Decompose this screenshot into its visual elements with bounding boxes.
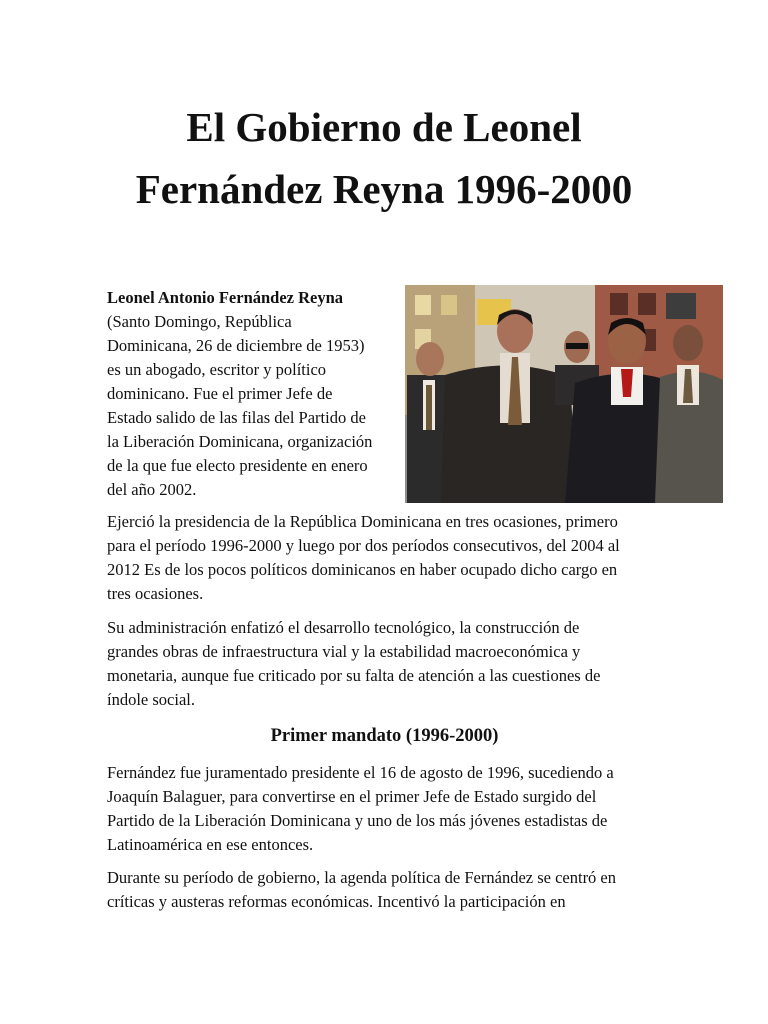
intro-line: Dominicana, 26 de diciembre de 1953) — [107, 336, 365, 355]
paragraph-line: Durante su período de gobierno, la agenda política de Fernández se centró en — [107, 868, 617, 887]
intro-line: dominicano. Fue el primer Jefe de — [107, 384, 333, 403]
paragraph-line: Latinoamérica en ese entonces. — [107, 835, 314, 854]
group-photo — [405, 285, 723, 503]
document-title — [60, 96, 708, 220]
intro-line: la Liberación Dominicana, organización — [107, 432, 373, 451]
paragraph-line: tres ocasiones. — [107, 584, 204, 603]
paragraph-line: Su administración enfatizó el desarrollo tecnológico, la construcción de — [107, 618, 580, 637]
paragraph-line: Joaquín Balaguer, para convertirse en el primer Jefe de Estado surgido del — [107, 787, 597, 806]
paragraph-administration — [107, 616, 667, 712]
paragraph-agenda — [107, 866, 667, 914]
paragraph-line: Partido de la Liberación Dominicana y uno de los más jóvenes estadistas de — [107, 811, 608, 830]
paragraph-line: para el período 1996-2000 y luego por dos períodos consecutivos, del 2004 al — [107, 536, 620, 555]
paragraph-first-term — [107, 761, 667, 857]
paragraph-line: grandes obras de infraestructura vial y la estabilidad macroeconómica y — [107, 642, 581, 661]
intro-line: Estado salido de las filas del Partido de — [107, 408, 366, 427]
paragraph-line: índole social. — [107, 690, 195, 709]
paragraph-line: Ejerció la presidencia de la República Dominicana en tres ocasiones, primero — [107, 512, 618, 531]
intro-line: (Santo Domingo, República — [107, 312, 292, 331]
title-line-1: El Gobierno de Leonel — [186, 104, 582, 150]
paragraph-line: críticas y austeras reformas económicas. Incentivó la participación en — [107, 892, 566, 911]
paragraph-line: monetaria, aunque fue criticado por su falta de atención a las cuestiones de — [107, 666, 601, 685]
paragraph-presidency — [107, 510, 667, 606]
section-heading: Primer mandato (1996-2000) — [270, 726, 499, 746]
paragraph-line: Fernández fue juramentado presidente el 16 de agosto de 1996, sucediendo a — [107, 763, 614, 782]
title-line-2: Fernández Reyna 1996-2000 — [135, 166, 633, 212]
intro-paragraph — [107, 286, 397, 502]
intro-line: es un abogado, escritor y político — [107, 360, 327, 379]
intro-line: del año 2002. — [107, 480, 197, 499]
intro-line: de la que fue electo presidente en enero — [107, 456, 368, 475]
intro-name: Leonel Antonio Fernández Reyna — [107, 288, 344, 307]
paragraph-line: 2012 Es de los pocos políticos dominicanos en haber ocupado dicho cargo en — [107, 560, 618, 579]
